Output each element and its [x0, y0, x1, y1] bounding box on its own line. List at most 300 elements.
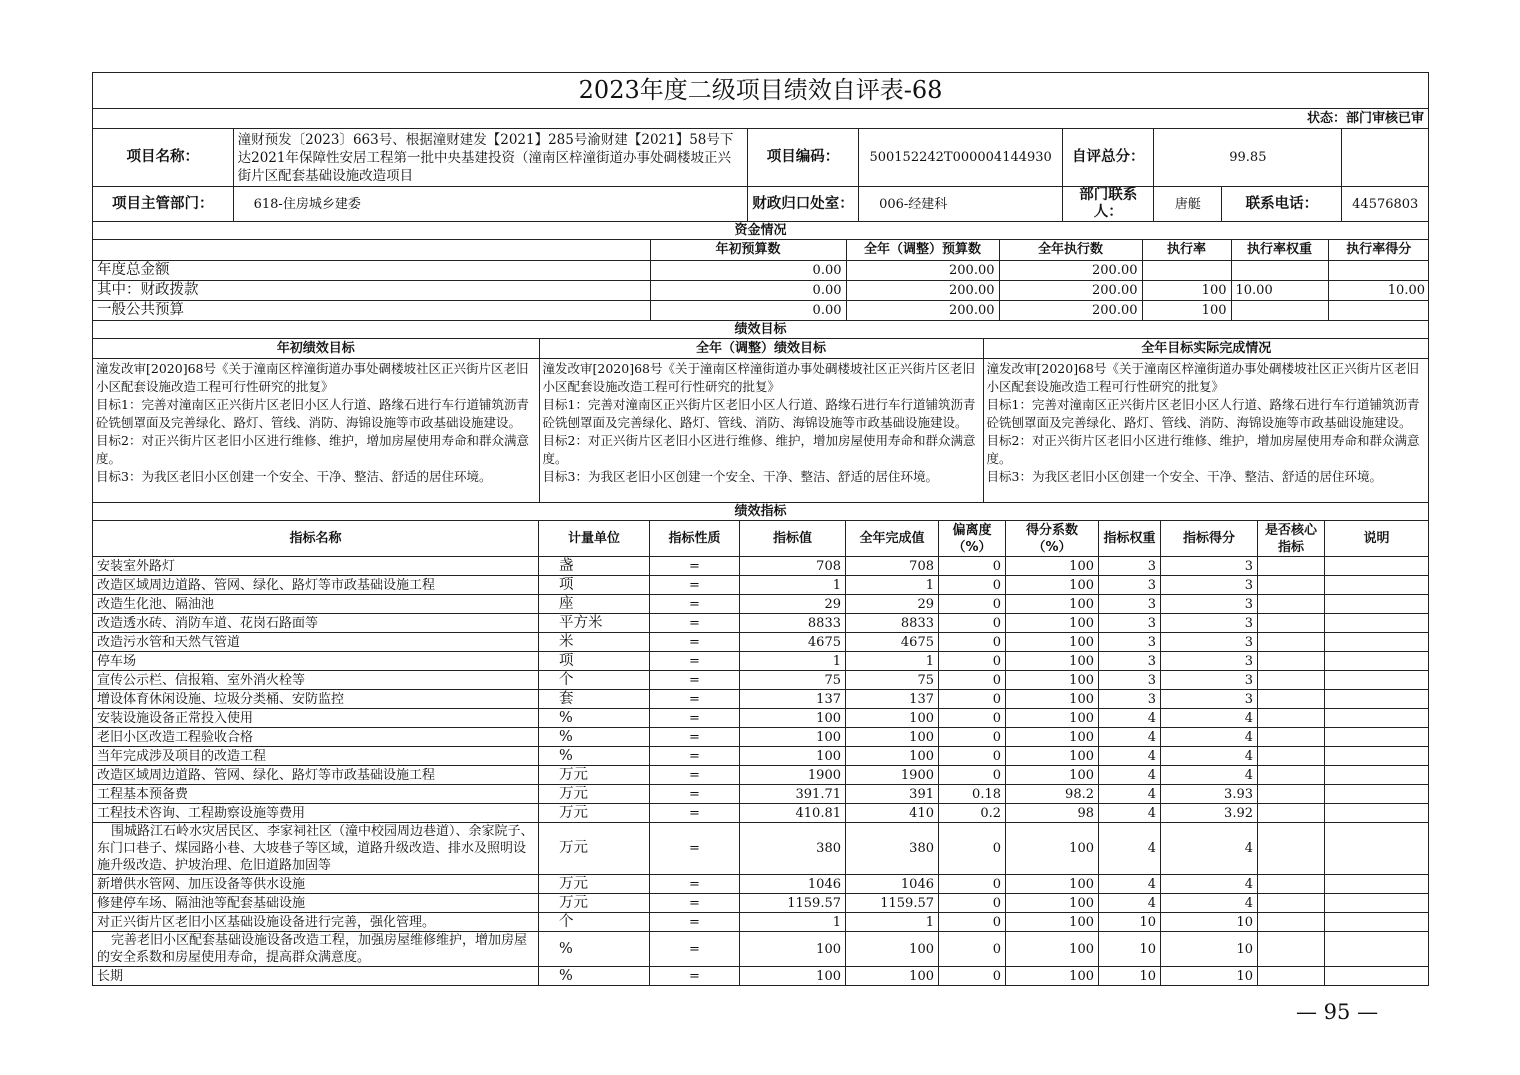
indicator-unit: %: [539, 728, 650, 747]
indicator-nature: =: [650, 785, 740, 804]
indicator-deviation: 0: [939, 690, 1006, 709]
performance-evaluation-table: [92, 72, 1429, 986]
indicator-row: [93, 894, 1429, 913]
indicator-row: [93, 967, 1429, 986]
indicator-weight: 3: [1099, 652, 1161, 671]
indicator-row: [93, 671, 1429, 690]
indicator-nature: =: [650, 967, 740, 986]
finance-office-label: 财政归口处室：: [748, 187, 859, 221]
indicator-name: 改造透水砖、消防车道、花岗石路面等: [93, 614, 539, 633]
indicator-target: 1046: [740, 875, 846, 894]
indicator-actual: 1: [846, 913, 939, 932]
funds-header-cell: 年初预算数: [650, 240, 846, 260]
indicator-score: 10: [1161, 932, 1258, 967]
indicator-deviation: 0: [939, 633, 1006, 652]
goals-table: [93, 339, 1429, 502]
indicator-row: [93, 785, 1429, 804]
indicator-deviation: 0.18: [939, 785, 1006, 804]
indicator-actual: 100: [846, 932, 939, 967]
indicator-core: [1258, 766, 1325, 785]
funds-row: [93, 280, 1429, 300]
indicator-nature: =: [650, 823, 740, 875]
goal-text-actual: 潼发改审[2020]68号《关于潼南区梓潼街道办事处碉楼坡社区正兴街片区老旧小区配套设施改造工程可行性研究的批复》 目标1：完善对潼南区正兴街片区老旧小区人行道、路缘石进行车行道铺筑沥青砼铣刨罩面及完善绿化、路灯、管线、消防、海锦设施等市政基础设施建设。 目标2：对正兴街片区老旧小区进行维修、维护，增加房屋使用寿命和群众满意度。 目标3：为我区老旧小区创建一个安全、干净、整洁、舒适的居住环境。: [986, 360, 1420, 484]
indicator-deviation: 0: [939, 595, 1006, 614]
indicator-score: 3: [1161, 557, 1258, 576]
indicator-core: [1258, 633, 1325, 652]
indicator-coefficient: 100: [1006, 932, 1099, 967]
indicator-unit: %: [539, 967, 650, 986]
self-score-value: 99.85: [1154, 129, 1342, 186]
indicator-nature: =: [650, 804, 740, 823]
indicator-core: [1258, 576, 1325, 595]
indicator-actual: 100: [846, 967, 939, 986]
indicator-row: [93, 709, 1429, 728]
indicator-core: [1258, 652, 1325, 671]
indicator-coefficient: 100: [1006, 690, 1099, 709]
indicator-nature: =: [650, 557, 740, 576]
indicator-target: 75: [740, 671, 846, 690]
indicator-coefficient: 100: [1006, 913, 1099, 932]
indicator-nature: =: [650, 766, 740, 785]
funds-cell: 100: [1142, 300, 1231, 320]
indicator-weight: 4: [1099, 894, 1161, 913]
indicator-actual: 137: [846, 690, 939, 709]
indicator-core: [1258, 595, 1325, 614]
indicator-actual: 100: [846, 709, 939, 728]
indicator-actual: 4675: [846, 633, 939, 652]
indicator-note: [1325, 875, 1429, 894]
indicator-score: 4: [1161, 709, 1258, 728]
indicator-row: [93, 633, 1429, 652]
indicator-deviation: 0: [939, 728, 1006, 747]
funds-cell: 0.00: [650, 280, 846, 300]
indicator-coefficient: 100: [1006, 557, 1099, 576]
indicator-nature: =: [650, 671, 740, 690]
indicator-target: 1900: [740, 766, 846, 785]
indicator-target: 100: [740, 728, 846, 747]
page-number: — 95 —: [1296, 1000, 1379, 1024]
indicator-target: 137: [740, 690, 846, 709]
indicator-row: [93, 595, 1429, 614]
funds-cell: 0.00: [650, 300, 846, 320]
indicator-unit: 万元: [539, 823, 650, 875]
indicator-note: [1325, 576, 1429, 595]
indicator-name: 修建停车场、隔油池等配套基础设施: [93, 894, 539, 913]
indicator-deviation: 0: [939, 875, 1006, 894]
indicator-core: [1258, 875, 1325, 894]
funds-cell: 100: [1142, 280, 1231, 300]
indicator-coefficient: 100: [1006, 766, 1099, 785]
indicator-row: [93, 576, 1429, 595]
funds-header-cell: 执行率: [1142, 240, 1231, 260]
indicator-name: 完善老旧小区配套基础设施设备改造工程，加强房屋维修维护，增加房屋的安全系数和房屋使用寿命，提高群众满意度。: [93, 932, 539, 967]
funds-cell: 200.00: [999, 280, 1142, 300]
indicator-note: [1325, 633, 1429, 652]
indicator-note: [1325, 671, 1429, 690]
indicator-score: 3: [1161, 576, 1258, 595]
indicator-score: 3: [1161, 614, 1258, 633]
indicator-weight: 10: [1099, 967, 1161, 986]
indicator-core: [1258, 690, 1325, 709]
indicator-weight: 3: [1099, 690, 1161, 709]
indicator-name: 老旧小区改造工程验收合格: [93, 728, 539, 747]
indicator-coefficient: 100: [1006, 614, 1099, 633]
indicator-score: 4: [1161, 728, 1258, 747]
funds-cell: [1142, 260, 1231, 280]
indicator-actual: 380: [846, 823, 939, 875]
funds-cell: [1328, 260, 1429, 280]
indicator-note: [1325, 728, 1429, 747]
indicator-score: 3: [1161, 633, 1258, 652]
indicator-header-cell: 偏离度（%）: [939, 521, 1006, 557]
indicator-name: 安装室外路灯: [93, 557, 539, 576]
indicator-note: [1325, 967, 1429, 986]
indicator-unit: 个: [539, 913, 650, 932]
indicator-deviation: 0: [939, 823, 1006, 875]
indicator-core: [1258, 747, 1325, 766]
indicator-note: [1325, 747, 1429, 766]
indicator-header-cell: 指标值: [740, 521, 846, 557]
indicator-name: 工程技术咨询、工程勘察设施等费用: [93, 804, 539, 823]
indicator-coefficient: 100: [1006, 671, 1099, 690]
funds-cell: 200.00: [846, 280, 999, 300]
indicator-name: 新增供水管网、加压设备等供水设施: [93, 875, 539, 894]
indicator-unit: 万元: [539, 894, 650, 913]
indicator-actual: 8833: [846, 614, 939, 633]
indicator-unit: 万元: [539, 875, 650, 894]
indicator-coefficient: 100: [1006, 652, 1099, 671]
indicator-actual: 410: [846, 804, 939, 823]
funds-row-name: 一般公共预算: [93, 300, 650, 320]
dept-label: 项目主管部门：: [93, 187, 233, 221]
indicator-coefficient: 100: [1006, 633, 1099, 652]
indicator-actual: 1900: [846, 766, 939, 785]
indicator-core: [1258, 614, 1325, 633]
funds-cell: 200.00: [999, 300, 1142, 320]
indicator-note: [1325, 785, 1429, 804]
indicator-deviation: 0.2: [939, 804, 1006, 823]
indicator-coefficient: 100: [1006, 576, 1099, 595]
indicator-target: 29: [740, 595, 846, 614]
indicator-header-cell: 指标性质: [650, 521, 740, 557]
indicator-weight: 3: [1099, 557, 1161, 576]
indicator-header-cell: 指标名称: [93, 521, 539, 557]
indicator-deviation: 0: [939, 576, 1006, 595]
self-score-label: 自评总分：: [1063, 129, 1154, 186]
funds-row-name: 年度总金额: [93, 260, 650, 280]
goal-text-initial: 潼发改审[2020]68号《关于潼南区梓潼街道办事处碉楼坡社区正兴街片区老旧小区配套设施改造工程可行性研究的批复》 目标1：完善对潼南区正兴街片区老旧小区人行道、路缘石进行车行道铺筑沥青砼铣刨罩面及完善绿化、路灯、管线、消防、海锦设施等市政基础设施建设。 目标2：对正兴街片区老旧小区进行维修、维护，增加房屋使用寿命和群众满意度。 目标3：为我区老旧小区创建一个安全、干净、整洁、舒适的居住环境。: [93, 358, 539, 502]
indicator-target: 391.71: [740, 785, 846, 804]
indicator-target: 1: [740, 913, 846, 932]
contact-label: 部门联系人：: [1063, 187, 1154, 221]
indicator-core: [1258, 804, 1325, 823]
indicator-core: [1258, 671, 1325, 690]
funds-cell: 10.00: [1231, 280, 1328, 300]
indicator-deviation: 0: [939, 652, 1006, 671]
indicator-deviation: 0: [939, 913, 1006, 932]
indicator-score: 4: [1161, 823, 1258, 875]
indicator-unit: 万元: [539, 785, 650, 804]
dept-value: 618-住房城乡建委: [233, 187, 747, 221]
indicator-row: [93, 614, 1429, 633]
indicator-note: [1325, 614, 1429, 633]
indicator-nature: =: [650, 595, 740, 614]
indicator-target: 100: [740, 967, 846, 986]
indicator-nature: =: [650, 894, 740, 913]
indicator-actual: 1: [846, 652, 939, 671]
indicator-weight: 3: [1099, 614, 1161, 633]
indicator-name: 增设体育休闲设施、垃圾分类桶、安防监控: [93, 690, 539, 709]
indicator-actual: 75: [846, 671, 939, 690]
indicator-note: [1325, 894, 1429, 913]
indicator-row: [93, 690, 1429, 709]
project-name-label: 项目名称：: [93, 129, 233, 186]
indicator-note: [1325, 557, 1429, 576]
indicator-coefficient: 100: [1006, 709, 1099, 728]
indicator-note: [1325, 652, 1429, 671]
indicator-coefficient: 100: [1006, 728, 1099, 747]
indicator-core: [1258, 823, 1325, 875]
indicator-unit: 平方米: [539, 614, 650, 633]
funds-cell: 0.00: [650, 260, 846, 280]
indicator-unit: 套: [539, 690, 650, 709]
page-title: 2023年度二级项目绩效自评表-68: [93, 73, 1429, 109]
indicator-deviation: 0: [939, 557, 1006, 576]
indicator-name: 工程基本预备费: [93, 785, 539, 804]
indicator-header-cell: 指标得分: [1161, 521, 1258, 557]
indicator-weight: 4: [1099, 875, 1161, 894]
indicator-name: 宣传公示栏、信报箱、室外消火栓等: [93, 671, 539, 690]
phone-label: 联系电话：: [1222, 187, 1342, 221]
indicator-target: 1159.57: [740, 894, 846, 913]
indicator-weight: 4: [1099, 785, 1161, 804]
indicator-nature: =: [650, 576, 740, 595]
goal-header-actual: 全年目标实际完成情况: [983, 339, 1429, 358]
indicator-score: 3: [1161, 652, 1258, 671]
indicator-unit: 盏: [539, 557, 650, 576]
indicator-score: 4: [1161, 894, 1258, 913]
indicator-unit: 项: [539, 576, 650, 595]
indicator-name: 围城路江石岭水灾居民区、李家祠社区（潼中校园周边巷道）、余家院子、东门口巷子、煤园路小巷、大坡巷子等区域，道路升级改造、排水及照明设施升级改造、护坡治理、危旧道路加固等: [93, 823, 539, 875]
indicator-target: 1: [740, 652, 846, 671]
indicator-name: 安装设施设备正常投入使用: [93, 709, 539, 728]
indicator-nature: =: [650, 728, 740, 747]
indicator-name: 对正兴街片区老旧小区基础设施设备进行完善，强化管理。: [93, 913, 539, 932]
indicator-actual: 1: [846, 576, 939, 595]
indicator-target: 100: [740, 932, 846, 967]
indicator-target: 1: [740, 576, 846, 595]
indicator-name: 改造生化池、隔油池: [93, 595, 539, 614]
project-code-value: 500152242T000004144930: [859, 129, 1063, 186]
indicator-actual: 1159.57: [846, 894, 939, 913]
indicator-core: [1258, 557, 1325, 576]
indicator-nature: =: [650, 633, 740, 652]
indicator-coefficient: 100: [1006, 595, 1099, 614]
indicator-weight: 4: [1099, 804, 1161, 823]
indicator-weight: 4: [1099, 747, 1161, 766]
funds-cell: [1328, 300, 1429, 320]
indicator-weight: 10: [1099, 913, 1161, 932]
indicator-deviation: 0: [939, 894, 1006, 913]
funds-header-cell: 全年执行数: [999, 240, 1142, 260]
funds-row: [93, 260, 1429, 280]
indicator-weight: 3: [1099, 633, 1161, 652]
indicator-target: 100: [740, 747, 846, 766]
funds-row-name: 其中：财政拨款: [93, 280, 650, 300]
project-info-block: [93, 129, 1428, 186]
indicator-name: 改造区域周边道路、管网、绿化、路灯等市政基础设施工程: [93, 576, 539, 595]
indicator-name: 停车场: [93, 652, 539, 671]
funds-cell: 10.00: [1328, 280, 1429, 300]
funds-header-cell: 全年（调整）预算数: [846, 240, 999, 260]
contact-value: 唐艇: [1154, 187, 1222, 221]
indicator-actual: 29: [846, 595, 939, 614]
indicator-core: [1258, 785, 1325, 804]
indicator-deviation: 0: [939, 709, 1006, 728]
indicator-target: 410.81: [740, 804, 846, 823]
indicator-weight: 3: [1099, 671, 1161, 690]
indicator-score: 3: [1161, 595, 1258, 614]
funds-header-cell: 执行率得分: [1328, 240, 1429, 260]
goal-text-adjusted: 潼发改审[2020]68号《关于潼南区梓潼街道办事处碉楼坡社区正兴街片区老旧小区配套设施改造工程可行性研究的批复》 目标1：完善对潼南区正兴街片区老旧小区人行道、路缘石进行车行道铺筑沥青砼铣刨罩面及完善绿化、路灯、管线、消防、海锦设施等市政基础设施建设。 目标2：对正兴街片区老旧小区进行维修、维护，增加房屋使用寿命和群众满意度。 目标3：为我区老旧小区创建一个安全、干净、整洁、舒适的居住环境。: [539, 358, 983, 502]
indicator-unit: 万元: [539, 804, 650, 823]
status-label: 状态：部门审核已审: [93, 109, 1429, 129]
indicator-core: [1258, 967, 1325, 986]
funds-section-title: 资金情况: [93, 222, 1429, 240]
indicator-name: 长期: [93, 967, 539, 986]
indicator-core: [1258, 932, 1325, 967]
indicator-header-cell: 全年完成值: [846, 521, 939, 557]
finance-office-value: 006-经建科: [859, 187, 1063, 221]
indicator-coefficient: 100: [1006, 823, 1099, 875]
indicator-nature: =: [650, 913, 740, 932]
indicator-nature: =: [650, 747, 740, 766]
indicator-actual: 1046: [846, 875, 939, 894]
indicator-weight: 3: [1099, 595, 1161, 614]
indicator-note: [1325, 823, 1429, 875]
indicator-target: 380: [740, 823, 846, 875]
indicator-header-cell: 计量单位: [539, 521, 650, 557]
indicator-header-cell: 说明: [1325, 521, 1429, 557]
goals-section-title: 绩效目标: [93, 321, 1429, 339]
indicator-row: [93, 804, 1429, 823]
funds-cell: 200.00: [846, 300, 999, 320]
project-name-value: 潼财预发〔2023〕663号、根据潼财建发【2021】285号渝财建【2021】58号下达2021年保障性安居工程第一批中央基建投资（潼南区梓潼街道办事处碉楼坡正兴街片区配套基础设施改造项目: [233, 129, 747, 186]
indicator-coefficient: 100: [1006, 967, 1099, 986]
indicator-unit: 个: [539, 671, 650, 690]
indicator-row: [93, 913, 1429, 932]
indicator-note: [1325, 913, 1429, 932]
indicator-coefficient: 100: [1006, 747, 1099, 766]
indicator-core: [1258, 728, 1325, 747]
indicator-nature: =: [650, 709, 740, 728]
indicator-row: [93, 766, 1429, 785]
indicator-row: [93, 652, 1429, 671]
indicator-score: 10: [1161, 913, 1258, 932]
indicator-row: [93, 747, 1429, 766]
goal-header-initial: 年初绩效目标: [93, 339, 539, 358]
funds-header-cell: 执行率权重: [1231, 240, 1328, 260]
indicator-deviation: 0: [939, 747, 1006, 766]
indicator-row: [93, 932, 1429, 967]
indicator-coefficient: 98.2: [1006, 785, 1099, 804]
indicator-actual: 100: [846, 728, 939, 747]
funds-row: [93, 300, 1429, 320]
indicator-score: 10: [1161, 967, 1258, 986]
indicator-unit: %: [539, 747, 650, 766]
indicator-target: 8833: [740, 614, 846, 633]
indicator-deviation: 0: [939, 766, 1006, 785]
indicator-note: [1325, 804, 1429, 823]
indicator-deviation: 0: [939, 671, 1006, 690]
indicator-actual: 100: [846, 747, 939, 766]
funds-table: [93, 240, 1429, 320]
indicator-deviation: 0: [939, 614, 1006, 633]
indicator-nature: =: [650, 690, 740, 709]
indicator-note: [1325, 595, 1429, 614]
indicator-row: [93, 728, 1429, 747]
indicator-deviation: 0: [939, 967, 1006, 986]
indicator-unit: 万元: [539, 766, 650, 785]
indicator-weight: 4: [1099, 728, 1161, 747]
indicator-core: [1258, 709, 1325, 728]
indicator-weight: 4: [1099, 823, 1161, 875]
indicator-target: 100: [740, 709, 846, 728]
indicator-header-cell: 指标权重: [1099, 521, 1161, 557]
indicator-row: [93, 557, 1429, 576]
project-code-label: 项目编码：: [748, 129, 859, 186]
funds-cell: 200.00: [846, 260, 999, 280]
indicator-unit: 米: [539, 633, 650, 652]
indicator-core: [1258, 913, 1325, 932]
indicator-score: 3.93: [1161, 785, 1258, 804]
indicator-score: 3: [1161, 671, 1258, 690]
indicator-score: 4: [1161, 766, 1258, 785]
indicator-nature: =: [650, 614, 740, 633]
indicator-coefficient: 100: [1006, 894, 1099, 913]
indicator-actual: 708: [846, 557, 939, 576]
indicator-weight: 3: [1099, 576, 1161, 595]
indicator-coefficient: 100: [1006, 875, 1099, 894]
indicator-score: 4: [1161, 875, 1258, 894]
indicator-score: 3: [1161, 690, 1258, 709]
indicator-note: [1325, 690, 1429, 709]
indicator-weight: 4: [1099, 709, 1161, 728]
indicator-actual: 391: [846, 785, 939, 804]
indicator-target: 4675: [740, 633, 846, 652]
indicator-nature: =: [650, 652, 740, 671]
indicator-weight: 4: [1099, 766, 1161, 785]
indicator-note: [1325, 709, 1429, 728]
indicator-unit: 座: [539, 595, 650, 614]
goal-header-adjusted: 全年（调整）绩效目标: [539, 339, 983, 358]
indicator-unit: %: [539, 932, 650, 967]
indicator-unit: 项: [539, 652, 650, 671]
indicator-header-cell: 是否核心指标: [1258, 521, 1325, 557]
indicator-row: [93, 823, 1429, 875]
indicator-name: 改造污水管和天然气管道: [93, 633, 539, 652]
indicator-coefficient: 98: [1006, 804, 1099, 823]
funds-header-row: [93, 240, 1429, 260]
indicator-unit: %: [539, 709, 650, 728]
indicator-deviation: 0: [939, 932, 1006, 967]
indicator-weight: 10: [1099, 932, 1161, 967]
indicator-name: 当年完成涉及项目的改造工程: [93, 747, 539, 766]
project-dept-row: [93, 187, 1428, 221]
indicator-score: 3.92: [1161, 804, 1258, 823]
indicator-note: [1325, 766, 1429, 785]
indicators-section-title: 绩效指标: [93, 503, 1429, 521]
